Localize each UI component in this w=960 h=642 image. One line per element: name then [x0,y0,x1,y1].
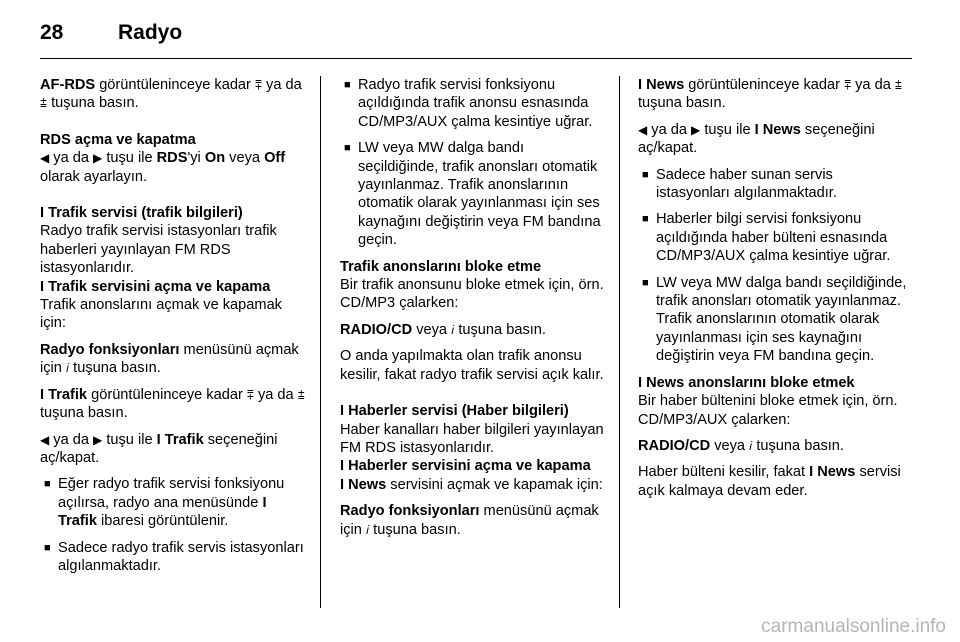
text: tuşu ile [102,431,157,448]
text: ya da [49,150,94,167]
text: ya da [49,431,94,448]
left-arrow-icon: ◀ [638,122,648,137]
term-radio-cd: RADIO/CD [638,437,711,454]
text: tuşu ile [700,121,755,138]
info-button-icon: 𝑖 [451,322,455,337]
info-button-icon: 𝑖 [749,438,753,453]
button-down-icon: ⩲ [40,96,48,111]
paragraph-traffic-service: Radyo trafik servisi istasyonları trafik haberleri yayınlayan FM RDS istasyonlarıdır. [40,223,277,277]
term-i-news: I News [340,476,387,493]
paragraph-news-display [638,76,908,113]
button-up-icon: ⩱ [844,78,852,92]
bullet-square-icon: ■ [44,541,51,554]
text: tuşuna basın. [638,95,726,112]
left-arrow-icon: ◀ [40,432,50,447]
paragraph-news-service: Haber kanalları haber bilgileri yayınlayan FM RDS istasyonlarıdır. [340,421,604,456]
term-i-trafik: I Trafik [40,386,88,403]
bullet-list [40,475,308,575]
page-number: 28 [40,21,64,44]
paragraph-radio-cd [638,437,908,455]
list-item [340,76,608,131]
text: ya da [647,121,692,138]
paragraph-af-rds [40,76,308,113]
text: seçeneğini aç/kapat. [40,431,278,466]
heading-block-news: I News anonslarını bloke etmek [638,374,855,391]
text: tuşuna basın. [454,321,546,338]
text: Sadece radyo trafik servis istasyonları algılanmaktadır. [58,539,304,574]
text: veya [710,437,750,454]
term-i-trafik: I Trafik [58,494,267,530]
term-rds: RDS [156,150,188,167]
left-arrow-icon: ◀ [40,151,50,166]
term-i-trafik: I Trafik [156,431,204,448]
text: LW veya MW dalga bandı seçildiğinde, trafik anonsları otomatik yayınlanmaz. Trafik anonslarının otomatik olarak yayınlanması için ses kaynağını değiştirin veya FM bandına geçin. [656,274,907,365]
text: 'yi [187,150,205,167]
button-up-icon: ⩱ [246,387,254,402]
info-button-icon: 𝑖 [365,522,370,537]
text: ya da [253,386,298,403]
paragraph-radio-menu [340,502,608,539]
text: Eğer radyo trafik servisi fonksiyonu açılırsa, radyo ana menüsünde [58,476,285,511]
term-i-news: I News [638,77,685,93]
button-down-icon: ⩲ [894,78,902,92]
text: veya [225,150,265,167]
text: tuşu ile [102,150,157,167]
term-af-rds: AF-RDS [40,77,96,93]
term-off: Off [264,150,286,167]
text: seçeneğini aç/kapat. [638,121,875,157]
right-arrow-icon: ▶ [93,432,103,447]
list-item [638,210,908,265]
text: olarak ayarlayın. [40,168,148,185]
list-item [638,166,908,203]
term-i-news: I News [809,464,856,481]
text: tuşuna basın. [47,95,139,112]
text: tuşuna basın. [369,521,461,538]
heading-block-traffic: Trafik anonslarını bloke etme [340,258,542,275]
paragraph-radio-cd [340,321,608,339]
paragraph-news-interrupted [638,463,908,500]
right-arrow-icon: ▶ [691,122,701,137]
paragraph-news-select [638,121,908,158]
bullet-square-icon: ■ [44,478,51,491]
paragraph-radio-menu [40,341,308,378]
column-divider-1 [320,76,321,608]
paragraph-rds-setting [40,149,308,186]
heading-news-service: I Haberler servisi (Haber bilgileri) [340,403,569,420]
text: ya da [851,77,895,93]
term-on: On [204,150,226,167]
column-divider-2 [619,76,620,608]
text: menüsünü açmak için [40,341,299,377]
text: tuşuna basın. [40,405,128,422]
list-item [340,139,608,249]
term-radio-functions: Radyo fonksiyonları [40,341,180,358]
paragraph-block-news: Bir haber bültenini bloke etmek için, örn. CD/MP3/AUX çalarken: [638,393,898,428]
paragraph-trafik-display [40,386,308,423]
bullet-square-icon: ■ [344,79,351,91]
paragraph-current-announcement: O anda yapılmakta olan trafik anonsu kesilir, fakat radyo trafik servisi açık kalır. [340,348,604,383]
button-up-icon: ⩱ [254,78,262,92]
paragraph-news-on-off [340,476,608,494]
text: veya [412,321,452,338]
heading-rds-on-off: RDS açma ve kapatma [40,131,196,148]
text: Haber bülteni kesilir, fakat [638,464,810,481]
list-item [638,274,908,366]
watermark: carmanualsonline.info [761,616,946,637]
term-i-news: I News [754,121,801,138]
heading-traffic-on-off: I Trafik servisini açma ve kapama [40,278,271,295]
heading-traffic-service: I Trafik servisi (trafik bilgileri) [40,205,243,222]
text: ya da [261,77,302,93]
column-2 [340,76,608,547]
text: tuşuna basın. [752,437,844,454]
text: servisini açmak ve kapamak için: [386,476,603,493]
text: Sadece haber sunan servis istasyonları algılanmaktadır. [656,166,837,202]
bullet-square-icon: ■ [642,168,649,181]
column-3 [638,76,908,508]
chapter-title: Radyo [118,21,183,44]
heading-news-on-off: I Haberler servisini açma ve kapama [340,458,591,475]
text: menüsünü açmak için [340,503,599,538]
text: ibaresi görüntülenir. [96,513,229,530]
text: tuşuna basın. [69,360,161,377]
paragraph-trafik-select [40,431,308,468]
text: Radyo trafik servisi fonksiyonu açıldığında trafik anonsu esnasında CD/MP3/AUX çalma kesintiye uğrar. [358,77,593,130]
page-header [40,20,182,46]
text: görüntüleninceye kadar [87,386,247,403]
list-item [40,539,308,576]
paragraph-traffic-on-off: Trafik anonslarını açmak ve kapamak için: [40,297,282,332]
bullet-list [638,166,908,366]
text: servisi açık kalmaya devam eder. [638,464,901,499]
list-item [40,475,308,530]
text: Haberler bilgi servisi fonksiyonu açıldığında haber bülteni esnasında CD/MP3/AUX çalma kesintiye uğrar. [656,211,891,265]
button-down-icon: ⩲ [297,387,305,402]
text: görüntüleninceye kadar [95,77,255,93]
bullet-square-icon: ■ [642,276,649,289]
term-radio-cd: RADIO/CD [340,321,413,338]
column-1 [40,76,308,583]
text: görüntüleninceye kadar [684,77,845,93]
header-rule [40,58,912,59]
term-radio-functions: Radyo fonksiyonları [340,503,480,520]
paragraph-block-traffic: Bir trafik anonsunu bloke etmek için, örn. CD/MP3 çalarken: [340,277,604,312]
bullet-square-icon: ■ [344,142,351,155]
info-button-icon: 𝑖 [65,361,70,376]
bullet-square-icon: ■ [642,213,649,226]
right-arrow-icon: ▶ [93,151,103,166]
bullet-list [340,76,608,250]
text: LW veya MW dalga bandı seçildiğinde, trafik anonsları otomatik yayınlanmaz. Trafik anonslarının otomatik olarak yayınlanması için ses kaynağını değiştirin veya FM bandına geçin. [358,140,601,249]
